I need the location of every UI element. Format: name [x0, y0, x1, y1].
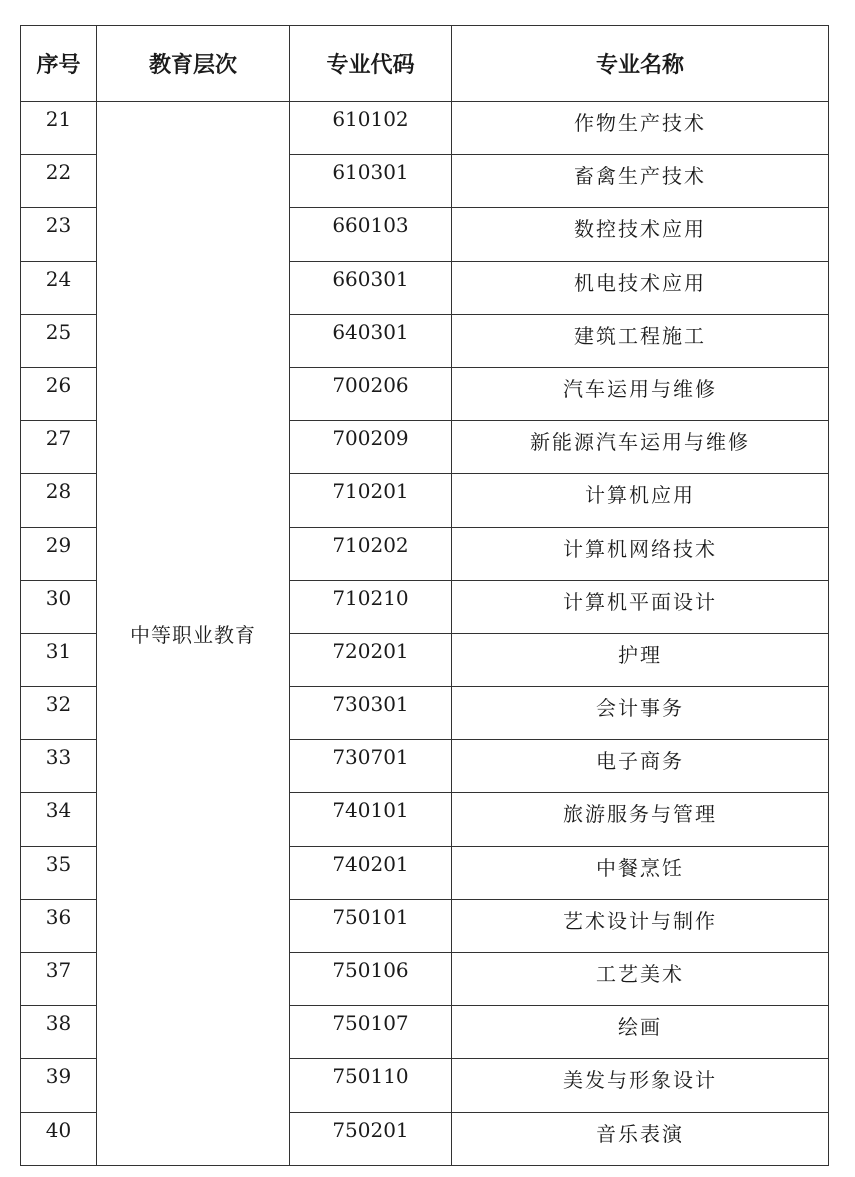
header-row: [21, 26, 829, 102]
majors-table: [20, 25, 829, 1166]
header-major-name: 专业名称: [452, 26, 829, 102]
major-code-cell: 720201: [290, 633, 452, 686]
major-name-cell: 中餐烹饪: [452, 846, 829, 899]
table-header: [21, 26, 829, 102]
major-name-cell: 旅游服务与管理: [452, 793, 829, 846]
serial-number-cell: 35: [21, 846, 97, 899]
major-name-cell: 电子商务: [452, 740, 829, 793]
education-level-cell: 中等职业教育: [97, 102, 290, 1166]
major-code-cell: 750201: [290, 1112, 452, 1165]
major-code-cell: 660301: [290, 261, 452, 314]
serial-number-cell: 32: [21, 687, 97, 740]
serial-number-cell: 25: [21, 314, 97, 367]
major-name-cell: 机电技术应用: [452, 261, 829, 314]
major-name-cell: 会计事务: [452, 687, 829, 740]
major-name-cell: 新能源汽车运用与维修: [452, 421, 829, 474]
header-major-code: 专业代码: [290, 26, 452, 102]
major-code-cell: 750110: [290, 1059, 452, 1112]
serial-number-cell: 40: [21, 1112, 97, 1165]
major-name-cell: 艺术设计与制作: [452, 899, 829, 952]
major-code-cell: 660103: [290, 208, 452, 261]
major-name-cell: 作物生产技术: [452, 102, 829, 155]
major-code-cell: 700206: [290, 367, 452, 420]
major-code-cell: 640301: [290, 314, 452, 367]
header-education-level: 教育层次: [97, 26, 290, 102]
major-code-cell: 610102: [290, 102, 452, 155]
major-name-cell: 工艺美术: [452, 953, 829, 1006]
header-serial-number: 序号: [21, 26, 97, 102]
serial-number-cell: 21: [21, 102, 97, 155]
serial-number-cell: 29: [21, 527, 97, 580]
serial-number-cell: 27: [21, 421, 97, 474]
serial-number-cell: 28: [21, 474, 97, 527]
serial-number-cell: 30: [21, 580, 97, 633]
serial-number-cell: 37: [21, 953, 97, 1006]
table-body: [21, 102, 829, 1166]
major-code-cell: 730701: [290, 740, 452, 793]
table-row: [21, 102, 829, 155]
major-code-cell: 740101: [290, 793, 452, 846]
serial-number-cell: 33: [21, 740, 97, 793]
serial-number-cell: 26: [21, 367, 97, 420]
major-name-cell: 计算机网络技术: [452, 527, 829, 580]
major-code-cell: 750107: [290, 1006, 452, 1059]
serial-number-cell: 36: [21, 899, 97, 952]
major-code-cell: 710201: [290, 474, 452, 527]
serial-number-cell: 24: [21, 261, 97, 314]
serial-number-cell: 31: [21, 633, 97, 686]
major-name-cell: 计算机平面设计: [452, 580, 829, 633]
major-code-cell: 740201: [290, 846, 452, 899]
major-name-cell: 美发与形象设计: [452, 1059, 829, 1112]
major-code-cell: 730301: [290, 687, 452, 740]
major-name-cell: 护理: [452, 633, 829, 686]
serial-number-cell: 38: [21, 1006, 97, 1059]
serial-number-cell: 23: [21, 208, 97, 261]
major-code-cell: 710210: [290, 580, 452, 633]
major-code-cell: 700209: [290, 421, 452, 474]
major-name-cell: 建筑工程施工: [452, 314, 829, 367]
major-name-cell: 畜禽生产技术: [452, 155, 829, 208]
major-name-cell: 计算机应用: [452, 474, 829, 527]
major-name-cell: 数控技术应用: [452, 208, 829, 261]
major-name-cell: 音乐表演: [452, 1112, 829, 1165]
major-name-cell: 绘画: [452, 1006, 829, 1059]
serial-number-cell: 34: [21, 793, 97, 846]
serial-number-cell: 39: [21, 1059, 97, 1112]
major-code-cell: 710202: [290, 527, 452, 580]
major-code-cell: 610301: [290, 155, 452, 208]
major-code-cell: 750106: [290, 953, 452, 1006]
major-code-cell: 750101: [290, 899, 452, 952]
major-name-cell: 汽车运用与维修: [452, 367, 829, 420]
serial-number-cell: 22: [21, 155, 97, 208]
